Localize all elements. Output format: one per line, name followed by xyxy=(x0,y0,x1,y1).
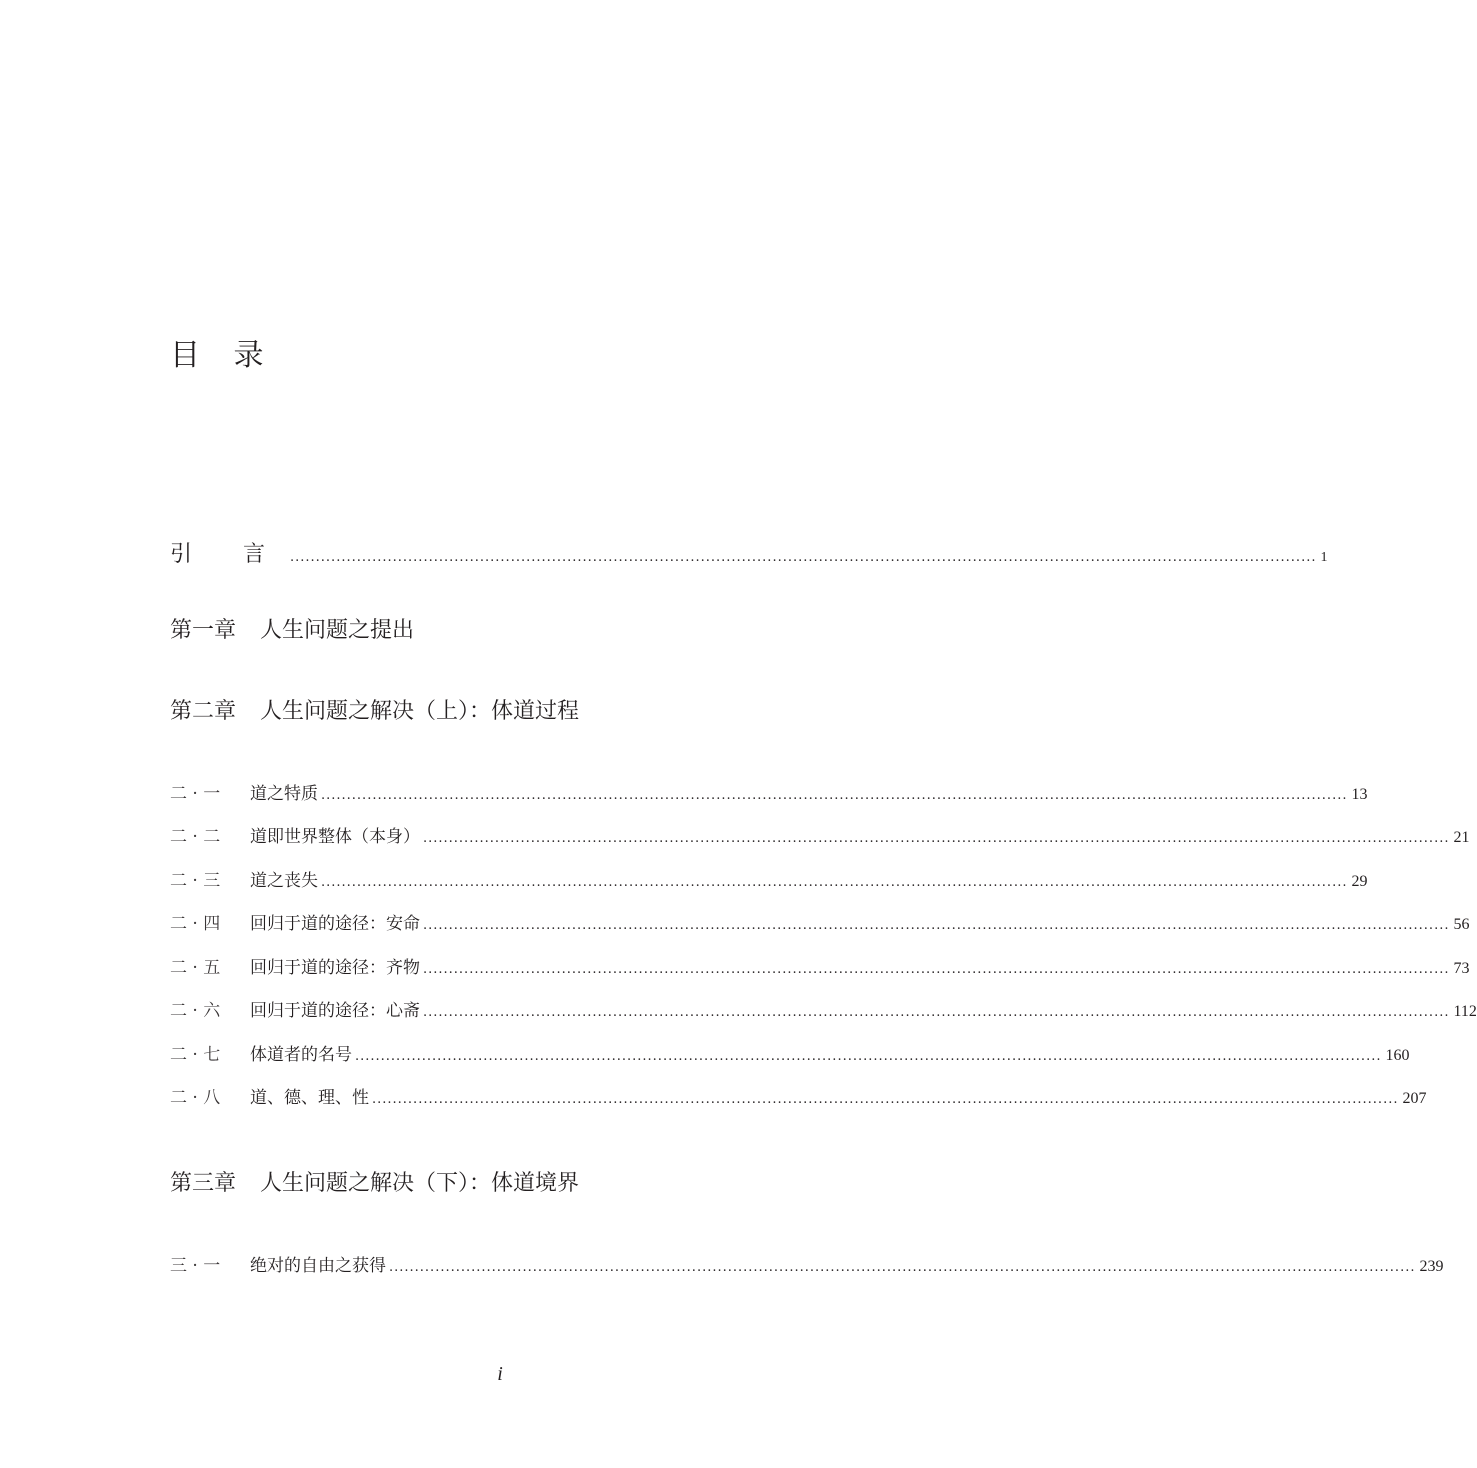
toc-section-2-7[interactable] xyxy=(170,1040,1410,1065)
dot-leader: ........................................................................................................................................................................................................ xyxy=(423,831,1450,846)
dot-leader: ........................................................................................................................................................................................................ xyxy=(372,1092,1399,1107)
toc-page-number: 56 xyxy=(1453,916,1470,933)
section-title: 回归于道的途径：安命 xyxy=(250,914,420,934)
section-number: 三 · 一 xyxy=(170,1256,221,1276)
toc-page-number: 112 xyxy=(1453,1003,1477,1020)
toc-page-number: 207 xyxy=(1402,1090,1427,1107)
section-number: 二 · 七 xyxy=(170,1045,221,1065)
toc-page-number: 21 xyxy=(1453,829,1470,846)
section-number: 二 · 六 xyxy=(170,1001,221,1021)
toc-section-2-1[interactable] xyxy=(170,779,1368,804)
section-number: 二 · 五 xyxy=(170,958,221,978)
section-title: 回归于道的途径：齐物 xyxy=(250,958,420,978)
toc-section-2-4[interactable] xyxy=(170,909,1470,934)
chapter-title: 人生问题之解决（上）：体道过程 xyxy=(260,699,580,724)
toc-section-2-2[interactable] xyxy=(170,822,1470,847)
dot-leader: ........................................................................................................................................................................................................ xyxy=(290,550,1317,565)
section-title: 体道者的名号 xyxy=(250,1045,352,1065)
section-number: 二 · 一 xyxy=(170,784,221,804)
section-title: 道、德、理、性 xyxy=(250,1088,369,1108)
section-number: 二 · 四 xyxy=(170,914,221,934)
section-number: 二 · 二 xyxy=(170,827,221,847)
chapter-number: 第一章 xyxy=(170,618,237,643)
toc-entry-label: 引 言 xyxy=(170,542,287,567)
section-number: 二 · 八 xyxy=(170,1088,221,1108)
toc-entry-intro[interactable] xyxy=(170,537,1328,567)
section-title: 绝对的自由之获得 xyxy=(250,1256,386,1276)
toc-section-2-3[interactable] xyxy=(170,866,1368,891)
section-number: 二 · 三 xyxy=(170,871,221,891)
toc-chapter-3[interactable] xyxy=(170,1169,579,1199)
dot-leader: ........................................................................................................................................................................................................ xyxy=(423,962,1450,977)
toc-section-2-6[interactable] xyxy=(170,996,1477,1021)
chapter-title: 人生问题之解决（下）：体道境界 xyxy=(260,1171,580,1196)
section-title: 道即世界整体（本身） xyxy=(250,827,420,847)
toc-page-number: 29 xyxy=(1351,873,1368,890)
page-title: 目 录 xyxy=(170,338,276,373)
toc-section-2-8[interactable] xyxy=(170,1083,1427,1108)
dot-leader: ........................................................................................................................................................................................................ xyxy=(321,875,1348,890)
toc-page-number: 160 xyxy=(1385,1047,1410,1064)
chapter-number: 第二章 xyxy=(170,699,237,724)
chapter-number: 第三章 xyxy=(170,1171,237,1196)
toc-page-number: 239 xyxy=(1419,1258,1444,1275)
dot-leader: ........................................................................................................................................................................................................ xyxy=(321,788,1348,803)
section-title: 道之丧失 xyxy=(250,871,318,891)
dot-leader: ........................................................................................................................................................................................................ xyxy=(423,1005,1450,1020)
section-title: 回归于道的途径：心斋 xyxy=(250,1001,420,1021)
toc-chapter-1[interactable] xyxy=(170,616,414,646)
dot-leader: ........................................................................................................................................................................................................ xyxy=(355,1049,1382,1064)
toc-page-number: 73 xyxy=(1453,960,1470,977)
toc-section-2-5[interactable] xyxy=(170,953,1470,978)
toc-chapter-2[interactable] xyxy=(170,697,579,727)
page-folio: i xyxy=(497,1363,503,1385)
toc-page-number: 1 xyxy=(1320,550,1328,565)
dot-leader: ........................................................................................................................................................................................................ xyxy=(389,1260,1416,1275)
toc-section-3-1[interactable] xyxy=(170,1251,1444,1276)
toc-page-number: 13 xyxy=(1351,786,1368,803)
chapter-title: 人生问题之提出 xyxy=(260,618,415,643)
dot-leader: ........................................................................................................................................................................................................ xyxy=(423,918,1450,933)
section-title: 道之特质 xyxy=(250,784,318,804)
